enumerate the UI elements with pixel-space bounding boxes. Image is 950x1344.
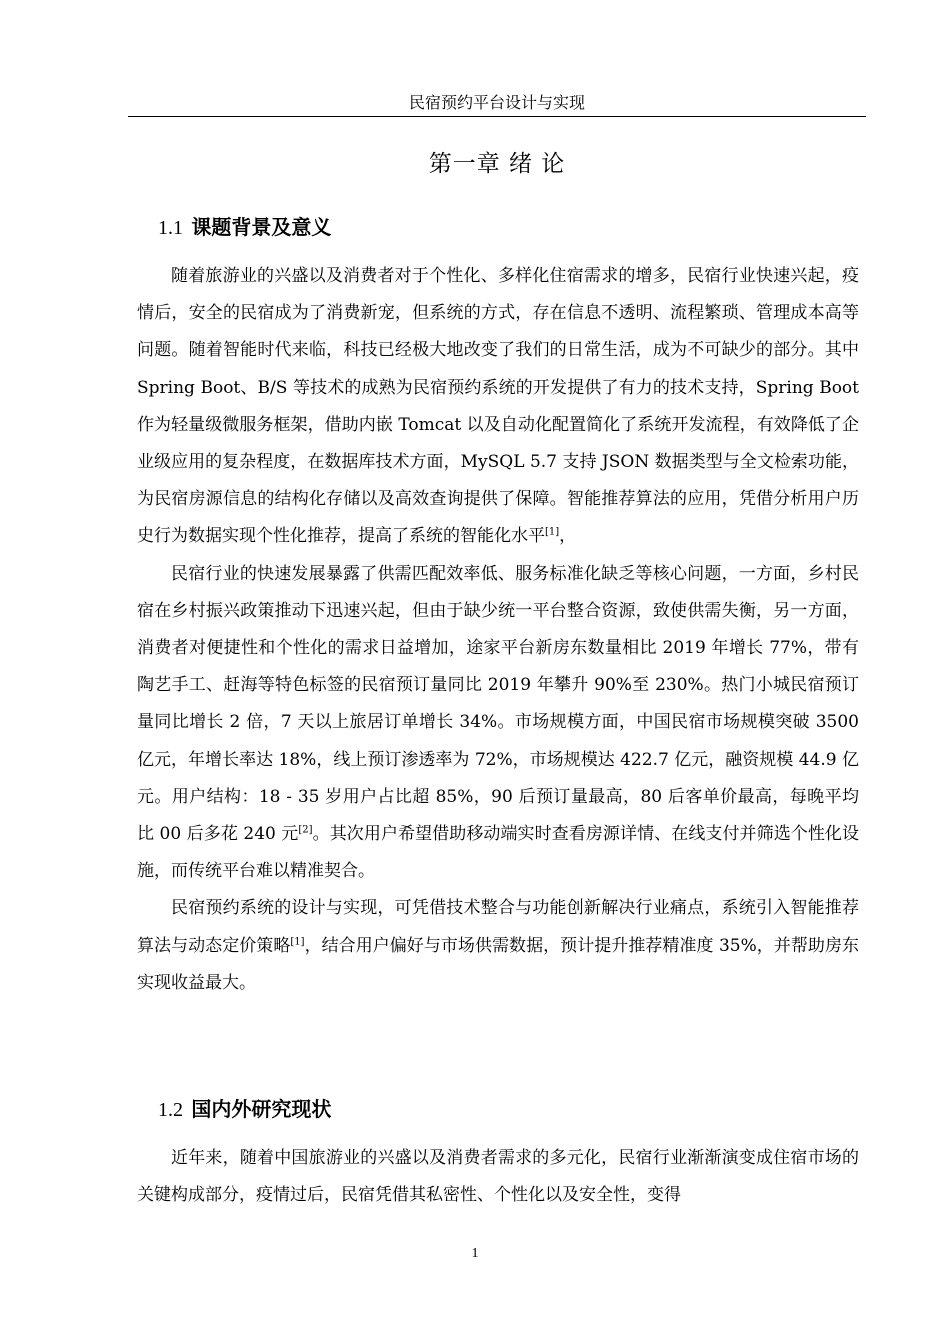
header-rule xyxy=(128,116,866,117)
section-heading-1-2 xyxy=(158,1095,331,1124)
chapter-title: 第一章 绪 论 xyxy=(428,151,566,177)
paragraph-text: 民宿预约系统的设计与实现，可凭借技术整合与功能创新解决行业痛点，系统引入智能推荐算法与动态定价策略 xyxy=(137,898,859,956)
section-1-1-body xyxy=(137,258,859,1002)
paragraph-text: 随着旅游业的兴盛以及消费者对于个性化、多样化住宿需求的增多，民宿行业快速兴起，疫情后，安全的民宿成为了消费新宠，但系统的方式，存在信息不透明、流程繁琐、管理成本高等问题。随着智能时代来临，科技已经极大地改变了我们的日常生活，成为不可缺少的部分。其中 Spring Boot、B/S 等技术的成熟为民宿预约系统的开发提供了有力的技术支持，Spring Boot 作为轻量级微服务框架，借助内嵌 Tomcat 以及自动化配置简化了系统开发流程，有效降低了企业级应用的复杂程度，在数据库技术方面，MySQL 5.7 支持 JSON 数据类型与全文检索功能，为民宿房源信息的结构化存储以及高效查询提供了保障。智能推荐算法的应用，凭借分析用户历史行为数据实现个性化推荐，提高了系统的智能化水平 xyxy=(137,266,859,547)
paragraph-text: 近年来，随着中国旅游业的兴盛以及消费者需求的多元化，民宿行业渐渐演变成住宿市场的关键构成部分，疫情过后，民宿凭借其私密性、个性化以及安全性，变得 xyxy=(137,1148,859,1206)
running-header: 民宿预约平台设计与实现 xyxy=(408,93,585,112)
section-1-2-body xyxy=(137,1140,859,1214)
page-number: 1 xyxy=(471,1246,479,1261)
paragraph-tail: ， xyxy=(559,526,577,547)
paragraph-tail: 。其次用户希望借助移动端实时查看房源详情、在线支付并筛选个性化设施，而传统平台难以精准契合。 xyxy=(137,824,860,882)
citation: [2] xyxy=(298,824,313,836)
paragraph xyxy=(137,258,859,556)
citation: [1] xyxy=(290,936,305,947)
section-title: 国内外研究现状 xyxy=(191,1097,332,1121)
paragraph-text: 民宿行业的快速发展暴露了供需匹配效率低、服务标准化缺乏等核心问题，一方面，乡村民宿在乡村振兴政策推动下迅速兴起，但由于缺少统一平台整合资源，致使供需失衡，另一方面，消费者对便捷性和个性化的需求日益增加，途家平台新房东数量相比 2019 年增长 77%，带有陶艺手工、赶海等特色标签的民宿预订量同比 2019 年攀升 90%至 230%。热门小城民宿预订量同比增长 2 倍，7 天以上旅居订单增长 34%。市场规模方面，中国民宿市场规模突破 3500 亿元，年增长率达 18%，线上预订渗透率为 72%，市场规模达 422.7 亿元，融资规模 44.9 亿元。用户结构：18 - 35 岁用户占比超 85%，90 后预订量最高，80 后客单价最高，每晚平均比 00 后多花 240 元 xyxy=(137,563,859,845)
section-title: 课题背景及意义 xyxy=(191,215,332,239)
paragraph xyxy=(137,556,859,891)
section-number: 1.1 xyxy=(158,217,183,239)
citation: [1] xyxy=(545,526,560,538)
section-heading-1-1 xyxy=(158,213,331,242)
paragraph xyxy=(137,890,859,1002)
section-number: 1.2 xyxy=(158,1099,183,1121)
paragraph-tail: ，结合用户偏好与市场供需数据，预计提升推荐精准度 35%，并帮助房东实现收益最大。 xyxy=(137,935,859,993)
paragraph xyxy=(137,1140,859,1214)
